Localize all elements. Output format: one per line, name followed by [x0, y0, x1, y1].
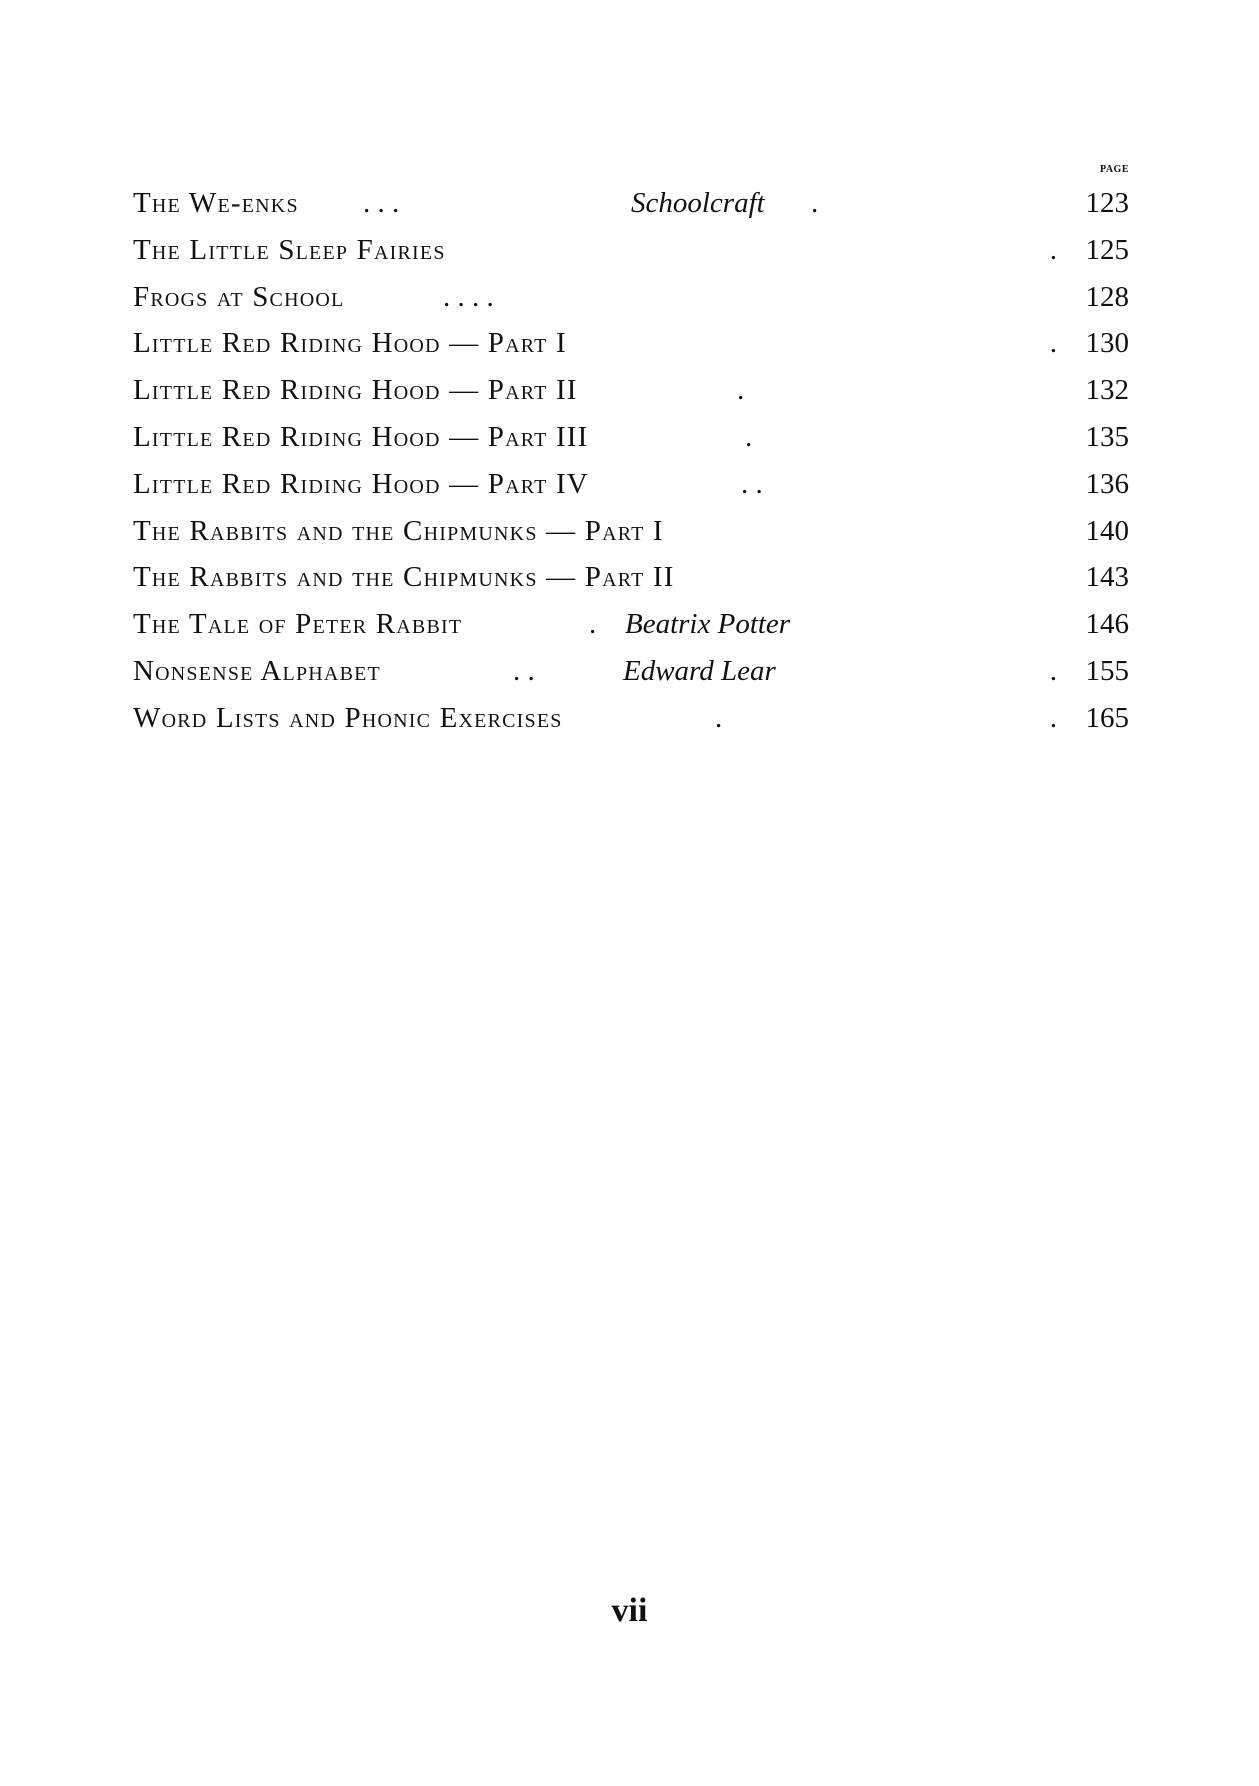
leader-dots: .: [1049, 654, 1057, 687]
entry-author: Schoolcraft: [631, 187, 765, 219]
leader-dots: .: [715, 701, 723, 734]
page-column-label: PAGE: [1099, 164, 1129, 175]
entry-title: The We-enks: [133, 187, 299, 219]
entry-title: Frogs at School: [133, 280, 345, 313]
toc-entry: [133, 648, 1129, 695]
leader-dots: .: [589, 608, 597, 641]
entry-page: 143: [1085, 561, 1129, 594]
leader-dots: .: [1049, 233, 1057, 266]
leader-dots: . .: [741, 467, 763, 500]
leader-dots: . . .: [363, 187, 400, 219]
toc-entry: [133, 414, 1129, 461]
entry-page: 128: [1085, 280, 1129, 313]
toc-entry: [133, 320, 1129, 367]
page-number: vii: [611, 1592, 648, 1629]
entry-page: 165: [1085, 701, 1129, 734]
entry-page: 155: [1085, 654, 1129, 687]
toc-entry: [133, 227, 1129, 274]
entry-page: 135: [1085, 420, 1129, 453]
toc-entry: [133, 180, 1129, 227]
entry-page: 130: [1085, 327, 1129, 360]
entry-author: Beatrix Potter: [625, 608, 791, 641]
leader-dots: . .: [513, 654, 535, 687]
entry-title: The Tale of Peter Rabbit: [133, 608, 463, 641]
entry-title: Little Red Riding Hood — Part IV: [133, 467, 589, 500]
leader-dots: .: [737, 374, 745, 407]
entry-page: 136: [1085, 467, 1129, 500]
entry-page: 140: [1085, 514, 1129, 547]
entry-title: The Rabbits and the Chipmunks — Part I: [133, 514, 664, 547]
entry-title: Little Red Riding Hood — Part I: [133, 327, 567, 360]
leader-dots: .: [745, 420, 753, 453]
entry-title: Little Red Riding Hood — Part III: [133, 420, 589, 453]
leader-dots: .: [1049, 701, 1057, 734]
leader-dots: . . . .: [443, 280, 494, 313]
entry-title: The Little Sleep Fairies: [133, 233, 446, 266]
toc-entry: [133, 601, 1129, 648]
entry-page: 125: [1085, 233, 1129, 266]
toc-entry: [133, 274, 1129, 321]
entry-title: Nonsense Alphabet: [133, 654, 381, 687]
entry-page: 123: [1085, 187, 1129, 219]
toc-entry: [133, 695, 1129, 742]
leader-dots: .: [1049, 327, 1057, 360]
toc-entry: [133, 367, 1129, 414]
entry-author: Edward Lear: [623, 654, 776, 687]
entry-title: Word Lists and Phonic Exercises: [133, 701, 563, 734]
entry-page: 132: [1085, 374, 1129, 407]
toc-entry: [133, 461, 1129, 508]
page-column-header: [133, 160, 1129, 180]
entry-page: 146: [1085, 608, 1129, 641]
toc-entry: [133, 554, 1129, 601]
toc-entry: [133, 508, 1129, 555]
leader-dots: .: [811, 187, 819, 219]
entry-title: Little Red Riding Hood — Part II: [133, 374, 578, 407]
entry-title: The Rabbits and the Chipmunks — Part II: [133, 561, 675, 594]
table-of-contents: [133, 160, 1129, 742]
